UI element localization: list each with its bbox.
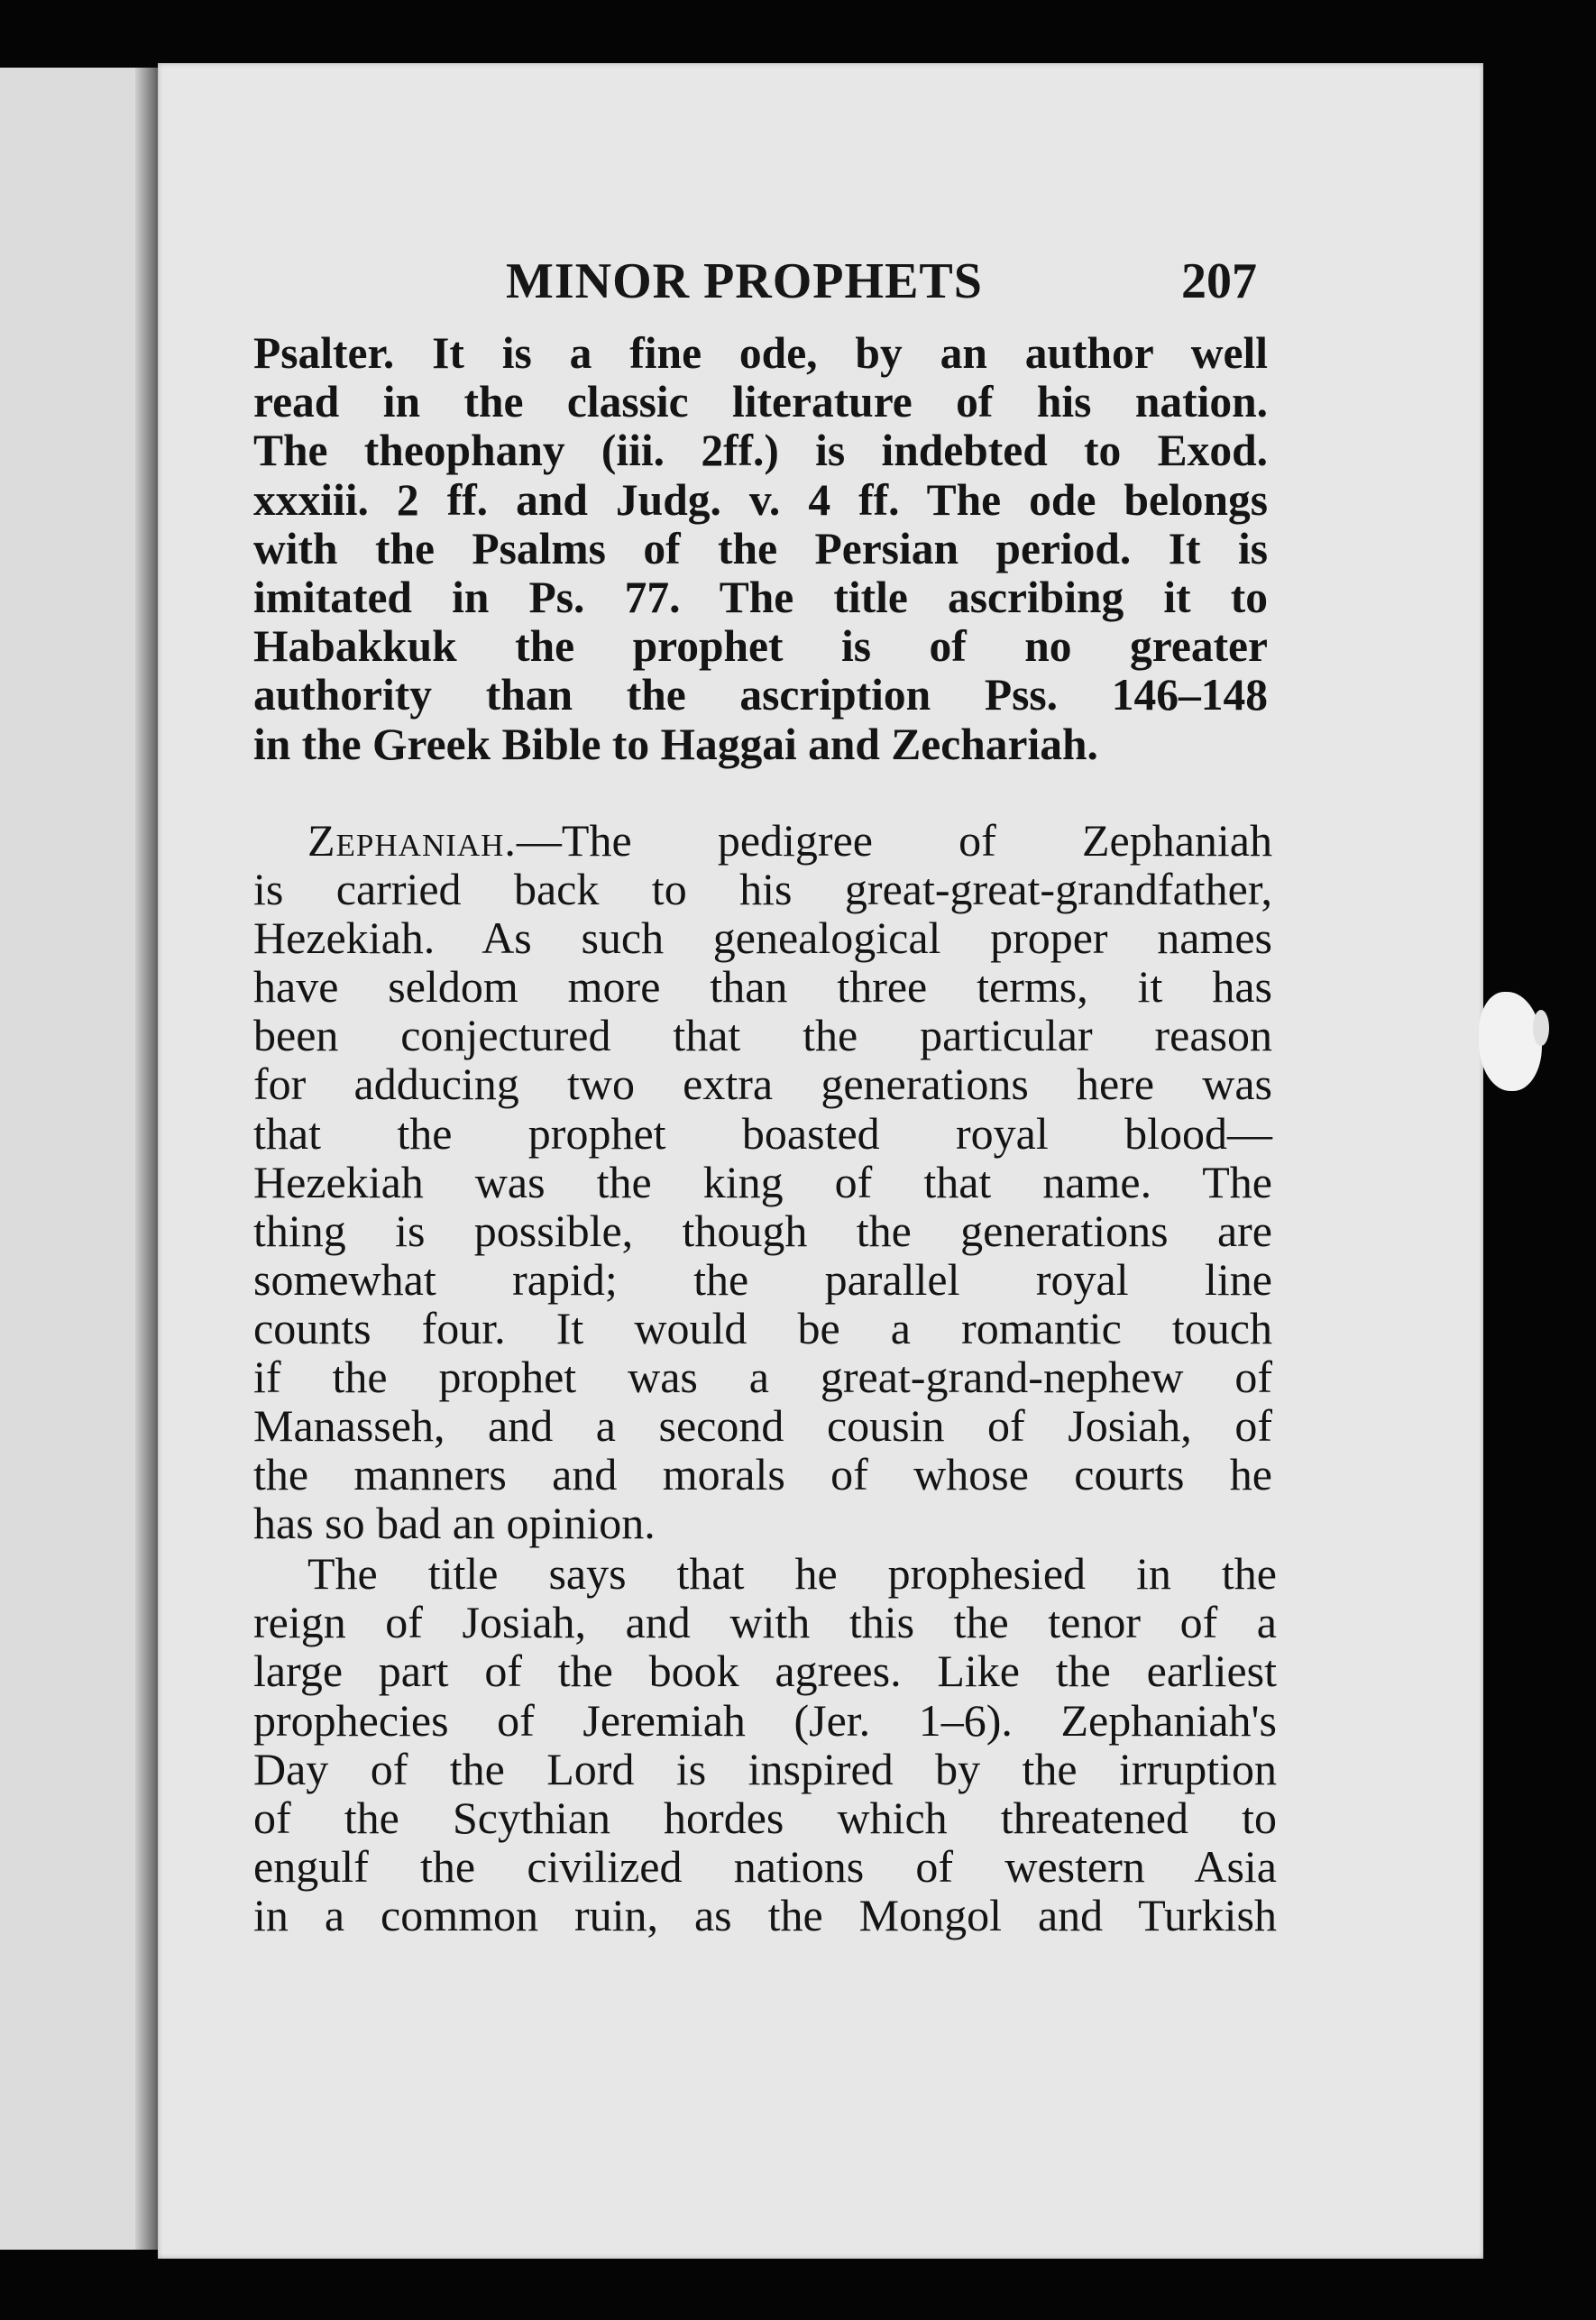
text-line: Habakkuk the prophet is of no greater	[253, 621, 1268, 672]
text-line: Hezekiah. As such genealogical proper names	[253, 912, 1272, 964]
text-line	[253, 816, 1272, 865]
text-line: reign of Josiah, and with this the tenor of a	[253, 1597, 1277, 1648]
page-header	[158, 252, 1483, 317]
text-line: The title says that he prophesied in the	[307, 1548, 1277, 1599]
text-line-rest: —The pedigree of Zephaniah	[516, 815, 1272, 866]
paragraph-title-josiah	[253, 1549, 1277, 1940]
paragraph-habakkuk-ode	[253, 329, 1268, 769]
text-line: large part of the book agrees. Like the earliest	[253, 1646, 1277, 1697]
text-line: counts four. It would be a romantic touch	[253, 1302, 1272, 1353]
paper-blot	[1479, 992, 1542, 1091]
paper-blot-small	[1533, 1010, 1549, 1046]
text-line: have seldom more than three terms, it has	[253, 961, 1272, 1013]
section-heading: Zephaniah.	[307, 815, 517, 866]
page-number: 207	[1181, 253, 1257, 309]
text-line: read in the classic literature of his nation.	[253, 377, 1268, 427]
text-line: thing is possible, though the generations are	[253, 1205, 1272, 1256]
text-line: authority than the ascription Pss. 146–148	[253, 670, 1268, 720]
text-line: of the Scythian hordes which threatened to	[253, 1793, 1277, 1844]
text-line: Day of the Lord is inspired by the irruption	[253, 1743, 1277, 1794]
text-line: with the Psalms of the Persian period. It is	[253, 523, 1268, 573]
text-line: engulf the civilized nations of western Asia	[253, 1841, 1277, 1893]
text-line: been conjectured that the particular reason	[253, 1010, 1272, 1061]
text-line: Hezekiah was the king of that name. The	[253, 1156, 1272, 1207]
text-line: the manners and morals of whose courts he	[253, 1449, 1272, 1500]
text-line: prophecies of Jeremiah (Jer. 1–6). Zephaniah's	[253, 1694, 1277, 1746]
text-line: is carried back to his great-great-grandfather,	[253, 864, 1272, 915]
text-line: in a common ruin, as the Mongol and Turkish	[253, 1890, 1277, 1941]
text-line: Manasseh, and a second cousin of Josiah, of	[253, 1400, 1272, 1452]
text-line: somewhat rapid; the parallel royal line	[253, 1253, 1272, 1305]
text-line: has so bad an opinion.	[253, 1498, 656, 1549]
running-title: MINOR PROPHETS	[506, 253, 983, 309]
book-page	[158, 63, 1483, 2259]
text-line: imitated in Ps. 77. The title ascribing it to	[253, 573, 1268, 623]
text-line: for adducing two extra generations here was	[253, 1059, 1272, 1110]
text-line: Psalter. It is a fine ode, by an author well	[253, 328, 1268, 378]
paragraph-zephaniah	[253, 816, 1272, 1547]
text-line: in the Greek Bible to Haggai and Zechariah.	[253, 719, 1098, 769]
text-line: if the prophet was a great-grand-nephew of	[253, 1352, 1272, 1403]
text-line: that the prophet boasted royal blood—	[253, 1107, 1272, 1159]
text-line: xxxiii. 2 ff. and Judg. v. 4 ff. The ode belongs	[253, 474, 1268, 525]
text-line: The theophany (iii. 2ff.) is indebted to Exod.	[253, 426, 1268, 476]
